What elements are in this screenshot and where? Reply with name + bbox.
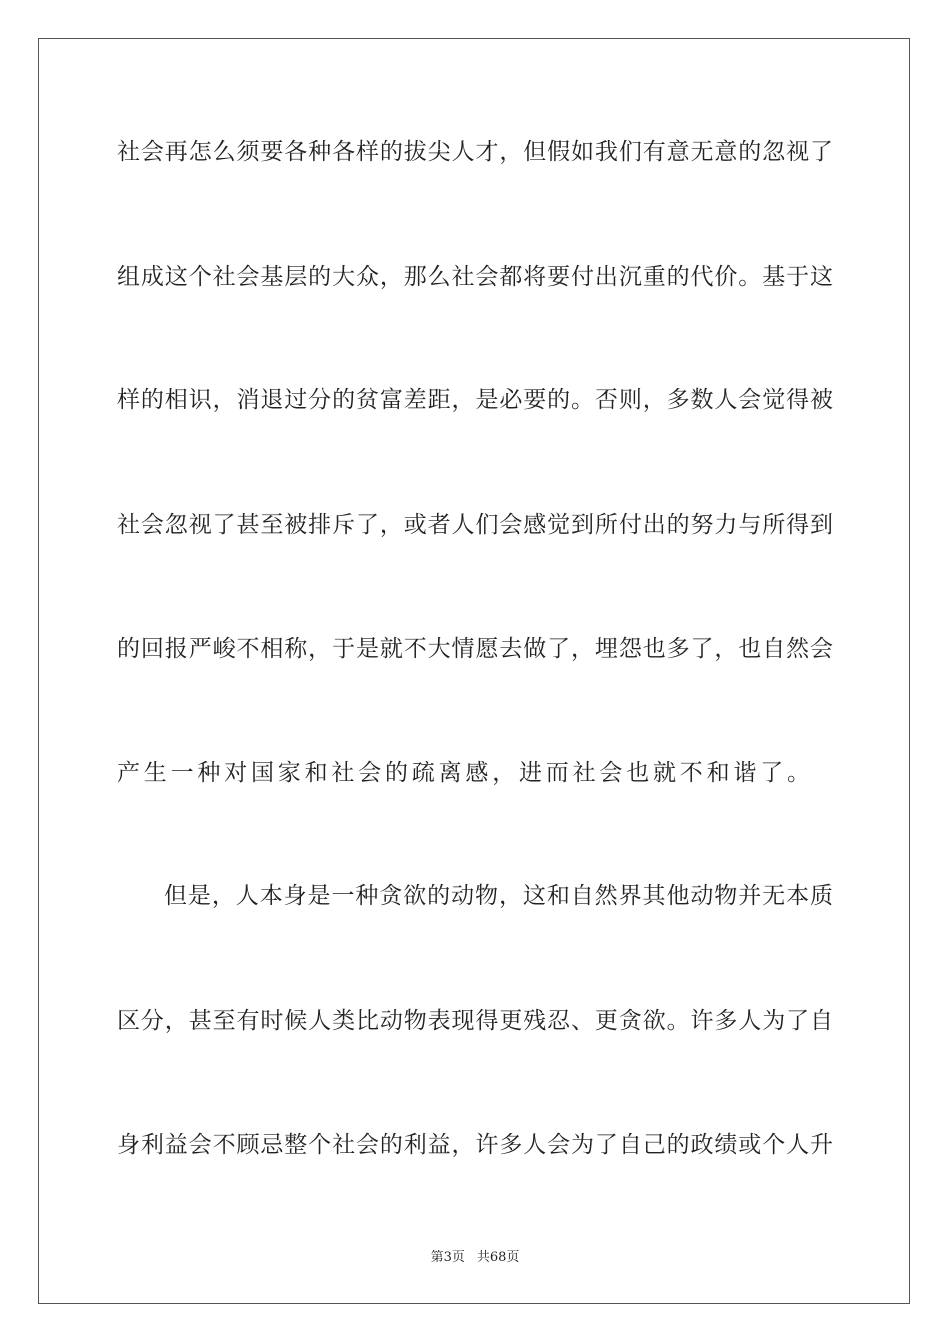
text-line-2: 组成这个社会基层的大众，那么社会都将要付出沉重的代价。基于这 bbox=[117, 264, 833, 290]
text-line-9: 身利益会不顾忌整个社会的利益，许多人会为了自己的政绩或个人升 bbox=[117, 1132, 833, 1158]
text-line-5: 的回报严峻不相称，于是就不大情愿去做了，埋怨也多了，也自然会 bbox=[117, 636, 833, 662]
total-pages: 共68页 bbox=[476, 1250, 520, 1265]
page-border bbox=[38, 38, 910, 1304]
text-line-6: 产生一种对国家和社会的疏离感，进而社会也就不和谐了。 bbox=[117, 760, 814, 786]
text-line-7-paragraph-start: 但是，人本身是一种贪欲的动物，这和自然界其他动物并无本质 bbox=[164, 883, 833, 909]
page-footer bbox=[0, 1246, 950, 1265]
text-line-1: 社会再怎么须要各种各样的拔尖人才，但假如我们有意无意的忽视了 bbox=[117, 139, 833, 165]
text-line-8: 区分，甚至有时候人类比动物表现得更残忍、更贪欲。许多人为了自 bbox=[117, 1008, 833, 1034]
text-line-3: 样的相识，消退过分的贫富差距，是必要的。否则，多数人会觉得被 bbox=[117, 387, 833, 413]
page-number: 第3页 bbox=[430, 1250, 465, 1265]
text-line-4: 社会忽视了甚至被排斥了，或者人们会感觉到所付出的努力与所得到 bbox=[117, 512, 833, 538]
